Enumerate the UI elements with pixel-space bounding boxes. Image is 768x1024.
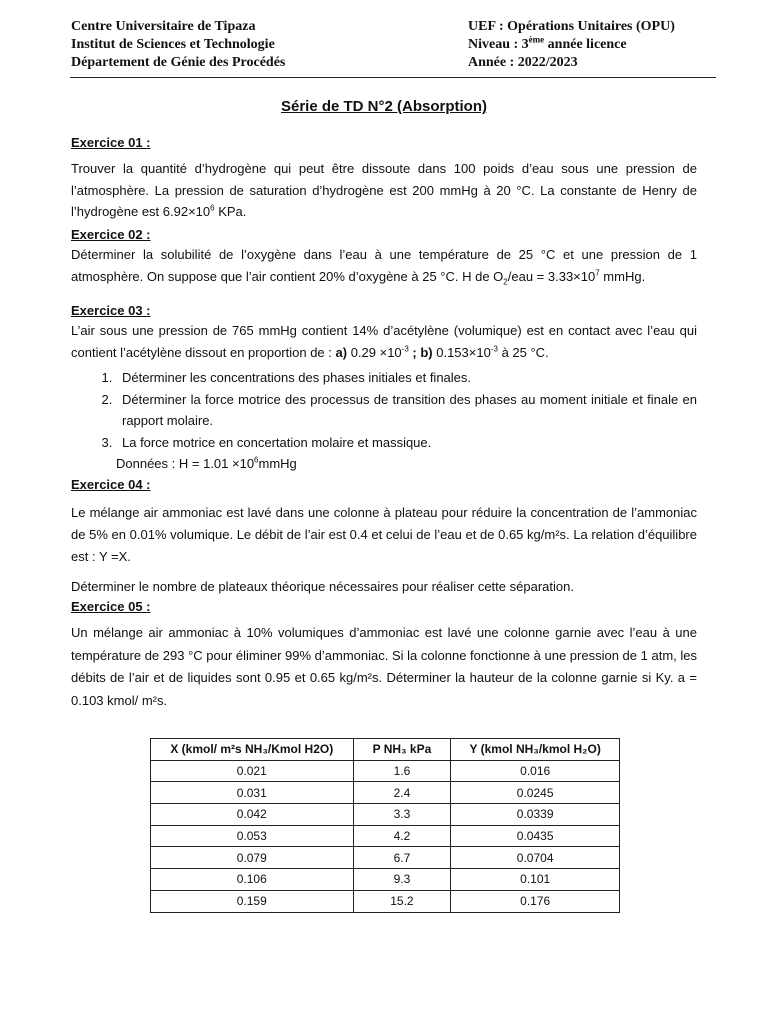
table-cell: 6.7 bbox=[353, 847, 451, 869]
exercise-heading: Exercice 04 : bbox=[71, 477, 151, 492]
table-cell: 0.0704 bbox=[451, 847, 620, 869]
table-cell: 4.2 bbox=[353, 825, 451, 847]
list-item: 1. Déterminer les concentrations des phases initiales et finales. bbox=[116, 367, 697, 389]
questions-list bbox=[71, 367, 697, 453]
table-row bbox=[151, 782, 620, 804]
list-item: 2. Déterminer la force motrice des processus de transition des phases au moment initiale et finale en rapport molaire. bbox=[116, 389, 697, 432]
exercise-5 bbox=[71, 598, 697, 712]
academic-year: Année : 2022/2023 bbox=[468, 55, 578, 70]
table-cell: 0.159 bbox=[151, 890, 354, 912]
table-cell: 0.021 bbox=[151, 760, 354, 782]
course-level: Niveau : 3ème année licence bbox=[468, 34, 627, 52]
table-cell: 0.042 bbox=[151, 804, 354, 826]
exercise-text: Un mélange air ammoniac à 10% volumiques d’ammoniac est lavé une colonne garnie avec l’eau à une température de 293 °C pour éliminer 99% d’ammoniac. Si la colonne fonctionne à une pression de 1 atm, les débits de l’air et de liquides sont 0.95 et 0.65 kg/m²s. Déterminer la hauteur de la colonne garnie si Ky. a = 0.103 kmol/ m²s. bbox=[71, 625, 697, 708]
institution-line: Centre Universitaire de Tipaza bbox=[71, 19, 256, 34]
table-cell: 0.101 bbox=[451, 869, 620, 891]
exercise-2 bbox=[71, 226, 697, 287]
given-data: Données : $H = 1.01 \times 10^6mmHg$ bbox=[116, 455, 297, 471]
table-header-row bbox=[151, 739, 620, 761]
header-divider bbox=[70, 77, 716, 78]
table-cell: 0.031 bbox=[151, 782, 354, 804]
table-cell: 2.4 bbox=[353, 782, 451, 804]
table-cell: 0.0435 bbox=[451, 825, 620, 847]
table-cell: 3.3 bbox=[353, 804, 451, 826]
table-row bbox=[151, 825, 620, 847]
page-title: Série de TD N°2 (Absorption) bbox=[280, 98, 487, 115]
column-header: X (kmol/ m²s NH₃/Kmol H2O) bbox=[151, 739, 354, 761]
institution-block bbox=[71, 18, 285, 72]
exercise-heading: Exercice 02 : bbox=[71, 227, 151, 242]
exercise-4 bbox=[71, 476, 697, 598]
table-row bbox=[151, 890, 620, 912]
table-cell: 0.106 bbox=[151, 869, 354, 891]
table-row bbox=[151, 847, 620, 869]
institution-line: Institut de Sciences et Technologie bbox=[71, 37, 275, 52]
exercise-text: Déterminer le nombre de plateaux théorique nécessaires pour réaliser cette séparation. bbox=[71, 579, 574, 594]
exercise-text: L’air sous une pression de 765 mmHg contient 14% d’acétylène (volumique) est en contact avec l’eau qui contient l’acétylène dissout en proportion de : a) $0.29 \times 10^{-3}$ ; b) $0.153\times 10^{-3}$ à 25 °C. bbox=[71, 323, 697, 360]
exercise-heading: Exercice 03 : bbox=[71, 303, 151, 318]
exercise-text: Déterminer la solubilité de l’oxygène dans l’eau à une température de 25 °C et une pression de 1 atmosphère. On suppose que l’air contient 20% d’oxygène à 25 °C. H de $O_2$/eau = $3.33\times 10^7$ mmHg. bbox=[71, 247, 697, 287]
table-cell: 0.0245 bbox=[451, 782, 620, 804]
table-cell: 1.6 bbox=[353, 760, 451, 782]
equilibrium-data-table bbox=[150, 738, 620, 913]
exercise-text: Le mélange air ammoniac est lavé dans une colonne à plateau pour réduire la concentration de l’ammoniac de 5% en 0.01% volumique. Le débit de l’air est 0.4 et celui de l’eau et de 0.65 kg/m²s. La relation d’équilibre est : Y =X. bbox=[71, 505, 697, 564]
column-header: Y (kmol NH₃/kmol H₂O) bbox=[451, 739, 620, 761]
exercise-text: Trouver la quantité d’hydrogène qui peut être dissoute dans 100 poids d’eau sous une pression de l’atmosphère. La pression de saturation d’hydrogène est 200 mmHg à 20 °C. La constante de Henry de l’hydrogène est $6.92\times 10^6$ KPa. bbox=[71, 161, 697, 219]
table-cell: 9.3 bbox=[353, 869, 451, 891]
table-row bbox=[151, 869, 620, 891]
table-cell: 0.016 bbox=[451, 760, 620, 782]
table-cell: 0.053 bbox=[151, 825, 354, 847]
course-block bbox=[468, 18, 675, 72]
table-cell: 0.0339 bbox=[451, 804, 620, 826]
course-name: UEF : Opérations Unitaires (OPU) bbox=[468, 19, 675, 34]
exercise-heading: Exercice 01 : bbox=[71, 135, 151, 150]
table-cell: 15.2 bbox=[353, 890, 451, 912]
institution-line: Département de Génie des Procédés bbox=[71, 55, 286, 70]
column-header: P NH₃ kPa bbox=[353, 739, 451, 761]
table-cell: 0.079 bbox=[151, 847, 354, 869]
list-item: 3. La force motrice en concertation molaire et massique. bbox=[116, 432, 697, 454]
exercise-3 bbox=[71, 302, 697, 475]
exercise-heading: Exercice 05 : bbox=[71, 599, 151, 614]
table-cell: 0.176 bbox=[451, 890, 620, 912]
table-row bbox=[151, 760, 620, 782]
exercise-1 bbox=[71, 134, 697, 223]
table-row bbox=[151, 804, 620, 826]
